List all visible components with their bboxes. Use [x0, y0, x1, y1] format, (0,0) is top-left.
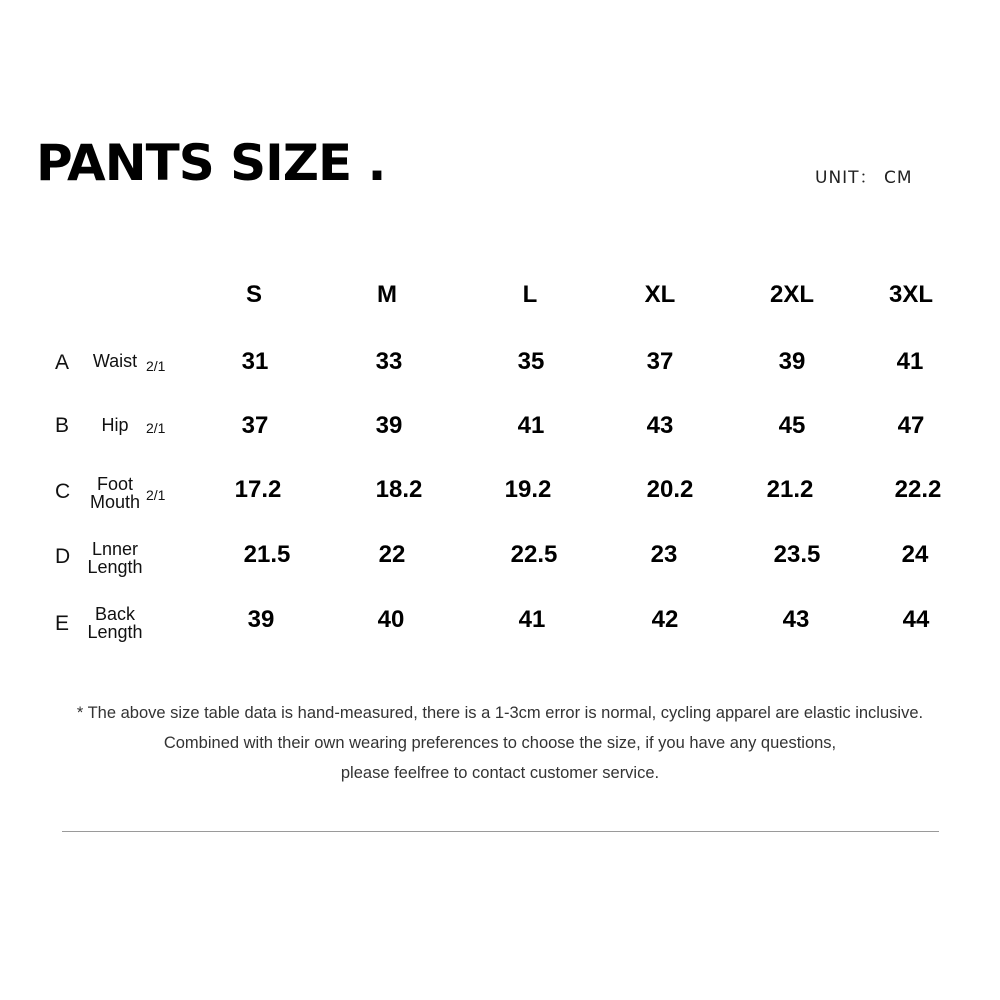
row-label: Hip [101, 415, 129, 435]
table-cell: 21.5 [243, 541, 291, 568]
table-cell: 23.5 [773, 541, 821, 568]
table-cell: 41 [518, 606, 546, 633]
unit-label: UNIT： CM [815, 168, 913, 188]
table-cell: 19.2 [504, 476, 552, 503]
row-letter: D [55, 545, 71, 568]
size-header-xl: XL [644, 281, 676, 308]
table-cell: 45 [778, 412, 806, 439]
table-cell: 41 [896, 348, 924, 375]
table-cell: 42 [651, 606, 679, 633]
row-letter: E [55, 612, 70, 635]
note-line-2: Combined with their own wearing preferences to choose the size, if you have any questions, [163, 734, 837, 752]
note-line-3: please feelfree to contact customer service. [340, 764, 660, 782]
table-cell: 22.2 [894, 476, 942, 503]
table-cell: 33 [375, 348, 403, 375]
row-label: Lnner Length [87, 539, 143, 577]
table-cell: 40 [377, 606, 405, 633]
note-line-1: * The above size table data is hand-measured, there is a 1-3cm error is normal, cycling apparel are elastic inclusive. [76, 704, 924, 722]
table-cell: 18.2 [375, 476, 423, 503]
table-cell: 31 [241, 348, 269, 375]
table-cell: 39 [778, 348, 806, 375]
table-cell: 21.2 [766, 476, 814, 503]
row-label: Back Length [87, 604, 143, 642]
row-fraction: 2/1 [146, 358, 166, 374]
row-letter: A [55, 351, 70, 374]
table-cell: 44 [902, 606, 930, 633]
row-label: Foot Mouth [89, 474, 141, 512]
table-cell: 24 [901, 541, 929, 568]
table-cell: 47 [897, 412, 925, 439]
table-cell: 39 [247, 606, 275, 633]
table-cell: 20.2 [646, 476, 694, 503]
table-cell: 22 [378, 541, 406, 568]
table-cell: 37 [646, 348, 674, 375]
row-letter: C [55, 480, 71, 503]
table-cell: 37 [241, 412, 269, 439]
table-cell: 43 [646, 412, 674, 439]
table-cell: 41 [517, 412, 545, 439]
page-title: PANTS SIZE . [36, 134, 386, 192]
size-header-s: S [245, 281, 263, 308]
size-header-l: L [522, 281, 538, 308]
size-header-m: M [377, 281, 397, 308]
table-cell: 39 [375, 412, 403, 439]
divider [62, 831, 939, 832]
row-fraction: 2/1 [146, 420, 166, 436]
table-cell: 23 [650, 541, 678, 568]
table-cell: 43 [782, 606, 810, 633]
table-cell: 17.2 [234, 476, 282, 503]
row-letter: B [55, 414, 70, 437]
row-fraction: 2/1 [146, 487, 166, 503]
size-header-3xl: 3XL [888, 281, 934, 308]
size-header-2xl: 2XL [769, 281, 815, 308]
row-label: Waist [92, 351, 138, 371]
table-cell: 35 [517, 348, 545, 375]
table-cell: 22.5 [510, 541, 558, 568]
